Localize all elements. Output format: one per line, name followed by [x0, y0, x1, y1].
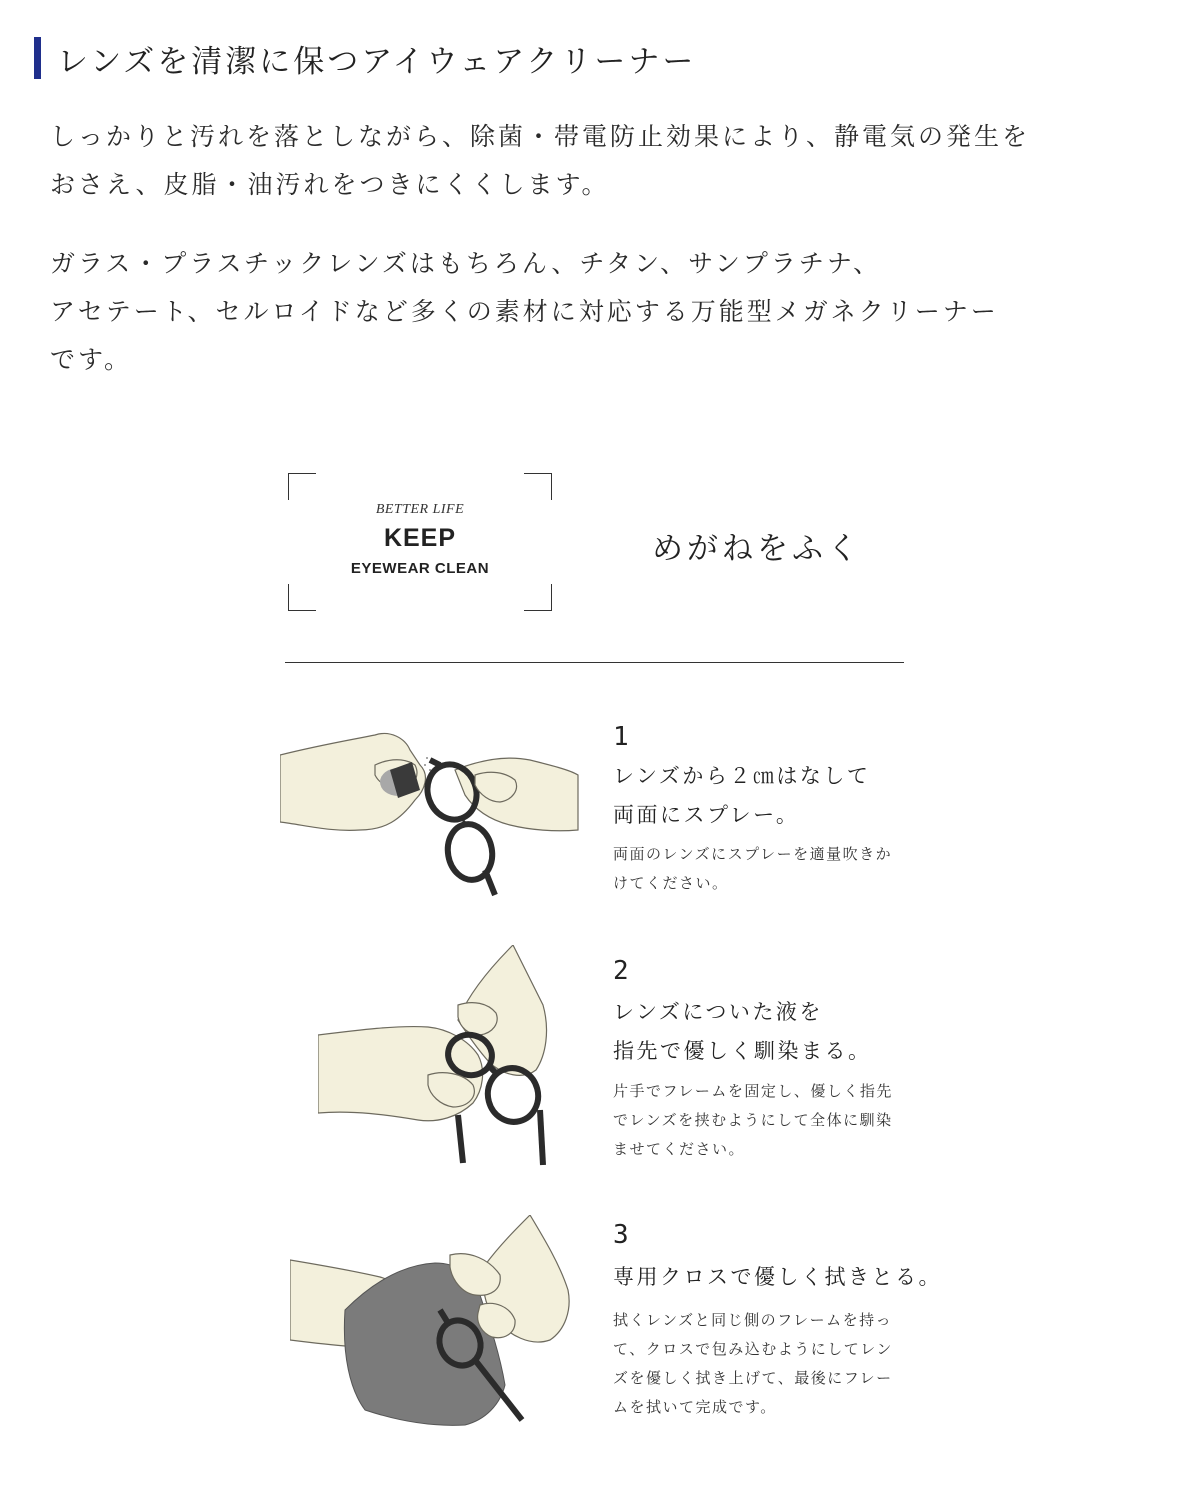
step-desc-line: ませてください。 — [613, 1140, 746, 1158]
heading-accent-bar — [34, 37, 41, 79]
intro-paragraph-2 — [50, 240, 1160, 384]
step-title-line: 両面にスプレー。 — [613, 803, 800, 827]
step-number: 3 — [613, 1220, 629, 1250]
step-title — [613, 1258, 942, 1297]
step-desc-line: 片手でフレームを固定し、優しく指先 — [613, 1082, 893, 1100]
intro-line: アセテート、セルロイドなど多くの素材に対応する万能型メガネクリーナー — [50, 297, 999, 326]
step-title — [613, 757, 870, 835]
step-title — [613, 993, 872, 1071]
brand-logo — [288, 473, 552, 611]
step-description — [613, 1306, 893, 1422]
step-description — [613, 840, 892, 898]
step-title-line: 専用クロスで優しく拭きとる。 — [613, 1265, 942, 1289]
step-description — [613, 1077, 893, 1164]
step-desc-line: て、クロスで包み込むようにしてレン — [613, 1340, 893, 1358]
step-title-line: レンズから２㎝はなして — [613, 764, 871, 788]
step-desc-line: ムを拭いて完成です。 — [613, 1398, 777, 1416]
step-title-line: 指先で優しく馴染まる。 — [613, 1039, 872, 1063]
logo-corner-bracket — [524, 473, 552, 500]
product-tagline: めがねをふく — [652, 531, 862, 567]
step-number: 1 — [613, 722, 629, 752]
section-heading — [34, 36, 696, 80]
spray-glasses-illustration-icon — [280, 730, 580, 900]
logo-corner-bracket — [288, 584, 316, 611]
step-desc-line: ズを優しく拭き上げて、最後にフレー — [613, 1369, 893, 1387]
cloth-wipe-illustration-icon — [290, 1215, 572, 1430]
intro-paragraph-1 — [50, 113, 1160, 209]
logo-corner-bracket — [524, 584, 552, 611]
step-title-line: レンズについた液を — [613, 1000, 823, 1024]
heading-title: レンズを清潔に保つアイウェアクリーナー — [57, 43, 697, 80]
logo-wordmark: KEEP — [383, 524, 457, 552]
step-desc-line: 両面のレンズにスプレーを適量吹きか — [613, 845, 893, 863]
rub-lens-illustration-icon — [318, 945, 550, 1170]
step-desc-line: でレンズを挟むようにして全体に馴染 — [613, 1111, 893, 1129]
step-desc-line: 拭くレンズと同じ側のフレームを持っ — [613, 1311, 893, 1329]
logo-subtitle: BETTER LIFE — [375, 502, 465, 517]
intro-line: しっかりと汚れを落としながら、除菌・帯電防止効果により、静電気の発生を — [50, 122, 1031, 151]
step-number: 2 — [613, 956, 629, 986]
intro-line: おさえ、皮脂・油汚れをつきにくくします。 — [50, 170, 610, 199]
logo-tagline: EYEWEAR CLEAN — [350, 560, 490, 577]
logo-corner-bracket — [288, 473, 316, 500]
intro-line: です。 — [50, 345, 133, 374]
intro-line: ガラス・プラスチックレンズはもちろん、チタン、サンプラチナ、 — [50, 249, 882, 278]
section-divider — [285, 662, 904, 663]
step-desc-line: けてください。 — [613, 874, 729, 892]
